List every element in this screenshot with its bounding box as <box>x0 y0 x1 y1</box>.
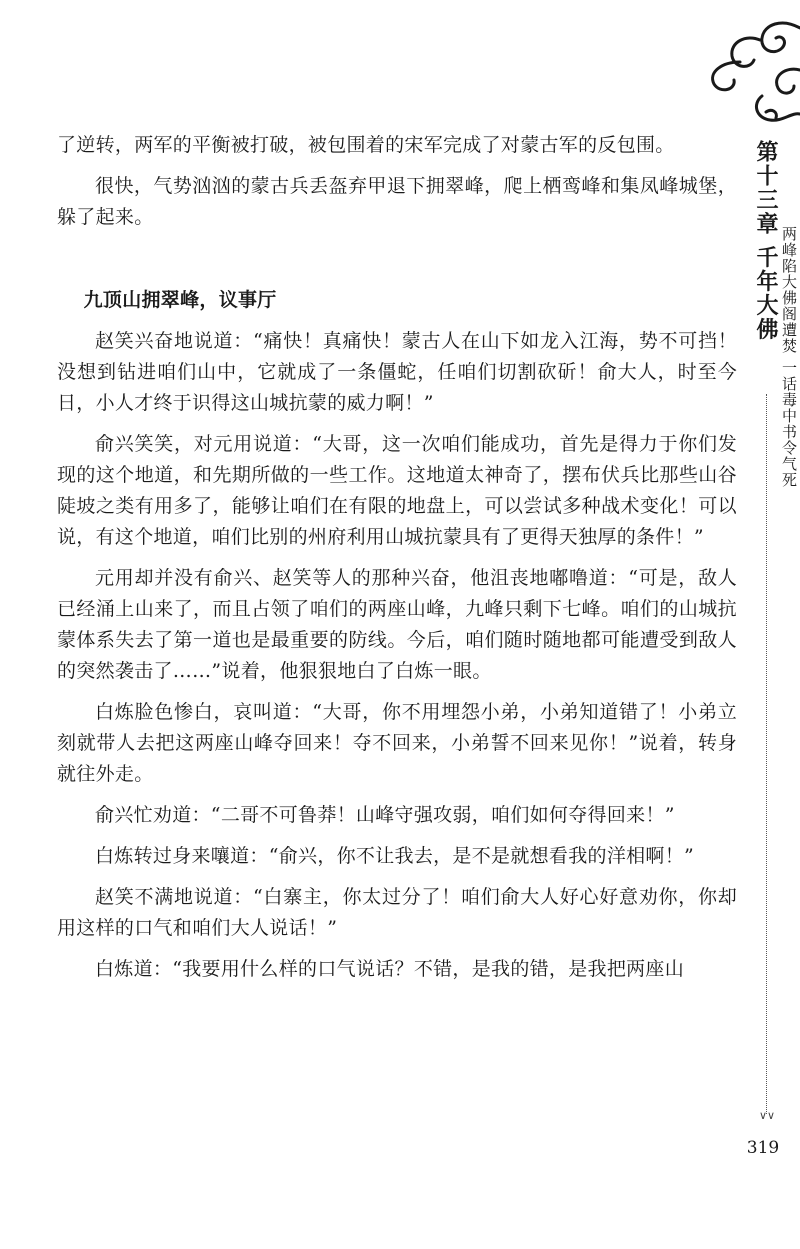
body-text <box>57 130 737 995</box>
paragraph: 白炼脸色惨白，哀叫道：“大哥，你不用埋怨小弟，小弟知道错了！小弟立刻就带人去把这两座山峰夺回来！夺不回来，小弟誓不回来见你！”说着，转身就往外走。 <box>57 701 737 785</box>
paragraph: 很快，气势汹汹的蒙古兵丢盔弃甲退下拥翠峰，爬上栖鸾峰和集凤峰城堡，躲了起来。 <box>57 175 737 228</box>
paragraph: 白炼转过身来嚷道：“俞兴，你不让我去，是不是就想看我的洋相啊！” <box>95 845 695 867</box>
cloud-ornament-icon <box>700 0 800 140</box>
margin-divider <box>766 394 767 1114</box>
paragraph: 了逆转，两军的平衡被打破，被包围着的宋军完成了对蒙古军的反包围。 <box>57 134 675 156</box>
chapter-subtitle: 两峰陷大佛阁遭焚 一话毒中书令气死 <box>780 226 798 488</box>
paragraph: 赵笑兴奋地说道：“痛快！真痛快！蒙古人在山下如龙入江海，势不可挡！没想到钻进咱们山中，它就成了一条僵蛇，任咱们切割砍斫！俞大人，时至今日，小人才终于识得这山城抗蒙的威力啊！” <box>57 330 737 414</box>
chapter-title: 第十三章 千年大佛 <box>753 140 778 342</box>
paragraph: 元用却并没有俞兴、赵笑等人的那种兴奋，他沮丧地嘟噜道：“可是，敌人已经涌上山来了，而且占领了咱们的两座山峰，九峰只剩下七峰。咱们的山城抗蒙体系失去了第一道也是最重要的防线。今后，咱们随时随地都可能遭受到敌人的突然袭击了……”说着，他狠狠地白了白炼一眼。 <box>57 567 737 682</box>
page-number: 319 <box>746 1138 780 1158</box>
paragraph: 赵笑不满地说道：“白寨主，你太过分了！咱们俞大人好心好意劝你，你却用这样的口气和咱们大人说话！” <box>57 886 737 939</box>
paragraph: 俞兴忙劝道：“二哥不可鲁莽！山峰守强攻弱，咱们如何夺得回来！” <box>95 804 675 826</box>
page-marker-icon: ∨∨ <box>758 1109 776 1122</box>
paragraph: 白炼道：“我要用什么样的口气说话？不错，是我的错，是我把两座山 <box>95 958 685 980</box>
paragraph: 俞兴笑笑，对元用说道：“大哥，这一次咱们能成功，首先是得力于你们发现的这个地道，和先期所做的一些工作。这地道太神奇了，摆布伏兵比那些山谷陡坡之类有用多了，能够让咱们在有限的地盘上，可以尝试多种战术变化！可以说，有这个地道，咱们比别的州府利用山城抗蒙具有了更得天独厚的条件！” <box>57 433 737 548</box>
section-heading: 九顶山拥翠峰，议事厅 <box>83 289 277 311</box>
